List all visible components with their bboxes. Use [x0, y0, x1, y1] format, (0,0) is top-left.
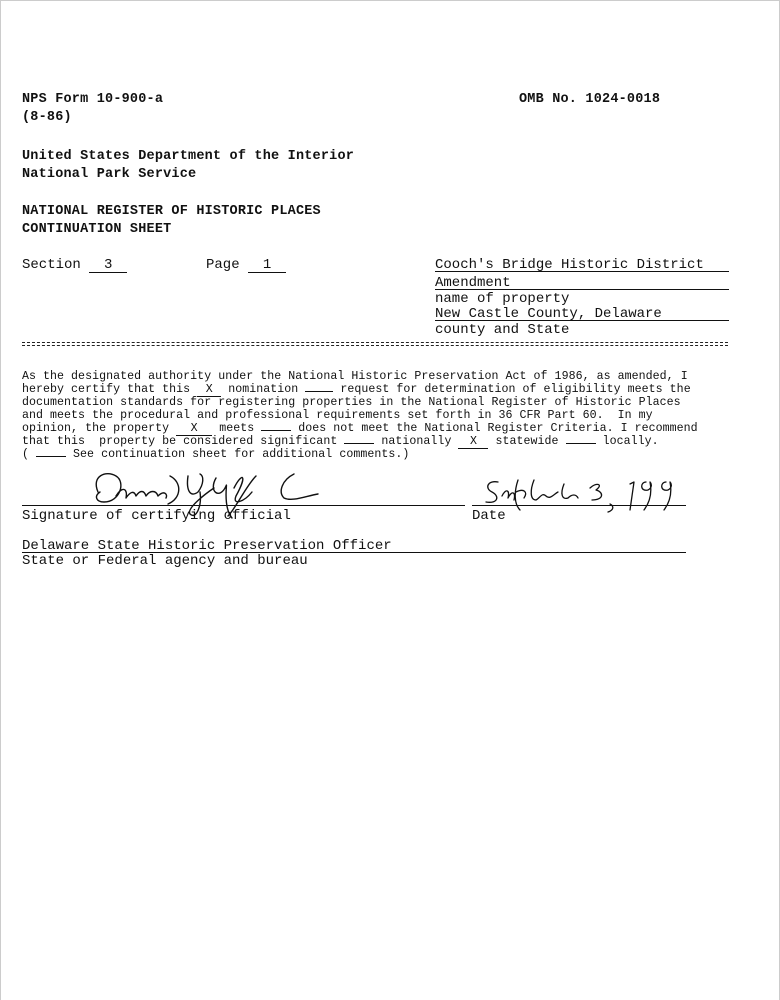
date-caption: Date — [472, 508, 506, 524]
statewide-checkmark: X — [458, 435, 488, 449]
handwritten-date — [480, 470, 690, 514]
cert-line-5a: opinion, the property — [22, 422, 170, 435]
agency-caption: State or Federal agency and bureau — [22, 553, 308, 569]
cert-line-2c: request for determination of eligibility meets the — [340, 383, 691, 396]
register-title: NATIONAL REGISTER OF HISTORIC PLACES — [22, 204, 321, 219]
cert-line-6b: nationally — [381, 435, 452, 448]
cert-line-1: As the designated authority under the National Historic Preservation Act of 1986, as amended, I — [22, 370, 688, 383]
page-label: Page — [206, 257, 240, 273]
nationally-checkmark — [344, 443, 374, 444]
cert-line-6d: locally. — [602, 435, 659, 448]
county-state: New Castle County, Delaware — [435, 306, 662, 322]
property-name-line2: Amendment — [435, 275, 511, 291]
form-date: (8-86) — [22, 110, 72, 125]
cert-line-3: documentation standards for registering properties in the National Register of Historic Places — [22, 396, 681, 409]
cert-line-4: and meets the procedural and professional requirements set forth in 36 CFR Part 60. In my — [22, 409, 653, 422]
property-name-caption: name of property — [435, 291, 570, 307]
locally-checkmark — [566, 443, 596, 444]
cert-line-6c: statewide — [495, 435, 559, 448]
cert-line-2 — [22, 383, 691, 397]
service-title: National Park Service — [22, 167, 197, 182]
meets-checkmark: X — [176, 422, 212, 436]
property-name-line1: Cooch's Bridge Historic District — [435, 257, 704, 273]
department-title: United States Department of the Interior — [22, 149, 355, 164]
cert-line-7a: ( — [22, 448, 30, 461]
form-id: NPS Form 10-900-a — [22, 92, 164, 107]
double-rule — [22, 342, 728, 346]
agency-name: Delaware State Historic Preservation Officer — [22, 538, 392, 554]
page-field — [206, 257, 286, 273]
request-checkmark — [305, 391, 333, 392]
property-name-underline2 — [435, 289, 729, 290]
section-label: Section — [22, 257, 81, 273]
county-underline — [435, 320, 729, 321]
cert-line-6a: that this property be considered significant — [22, 435, 338, 448]
section-field — [22, 257, 127, 273]
sheet-title: CONTINUATION SHEET — [22, 222, 172, 237]
continuation-checkmark — [36, 456, 66, 457]
county-caption: county and State — [435, 322, 570, 338]
cert-line-5 — [22, 422, 698, 436]
cert-line-7 — [22, 448, 409, 461]
cert-line-5b: meets — [219, 422, 255, 435]
cert-line-5c: does not meet the National Register Criteria. I recommend — [298, 422, 698, 435]
section-value: 3 — [89, 259, 127, 273]
cert-line-2b: nomination — [228, 383, 299, 396]
not-meets-checkmark — [261, 430, 291, 431]
signature-caption: Signature of certifying official — [22, 508, 291, 524]
page-border-left — [0, 0, 1, 1000]
page-value: 1 — [248, 259, 286, 273]
property-name-underline1 — [435, 271, 729, 272]
cert-line-7b: See continuation sheet for additional comments.) — [73, 448, 410, 461]
nomination-checkmark: X — [197, 383, 221, 397]
cert-line-2a: hereby certify that this — [22, 383, 191, 396]
page-border-top — [0, 0, 780, 1]
cert-line-6 — [22, 435, 659, 449]
omb-number: OMB No. 1024-0018 — [519, 92, 661, 107]
